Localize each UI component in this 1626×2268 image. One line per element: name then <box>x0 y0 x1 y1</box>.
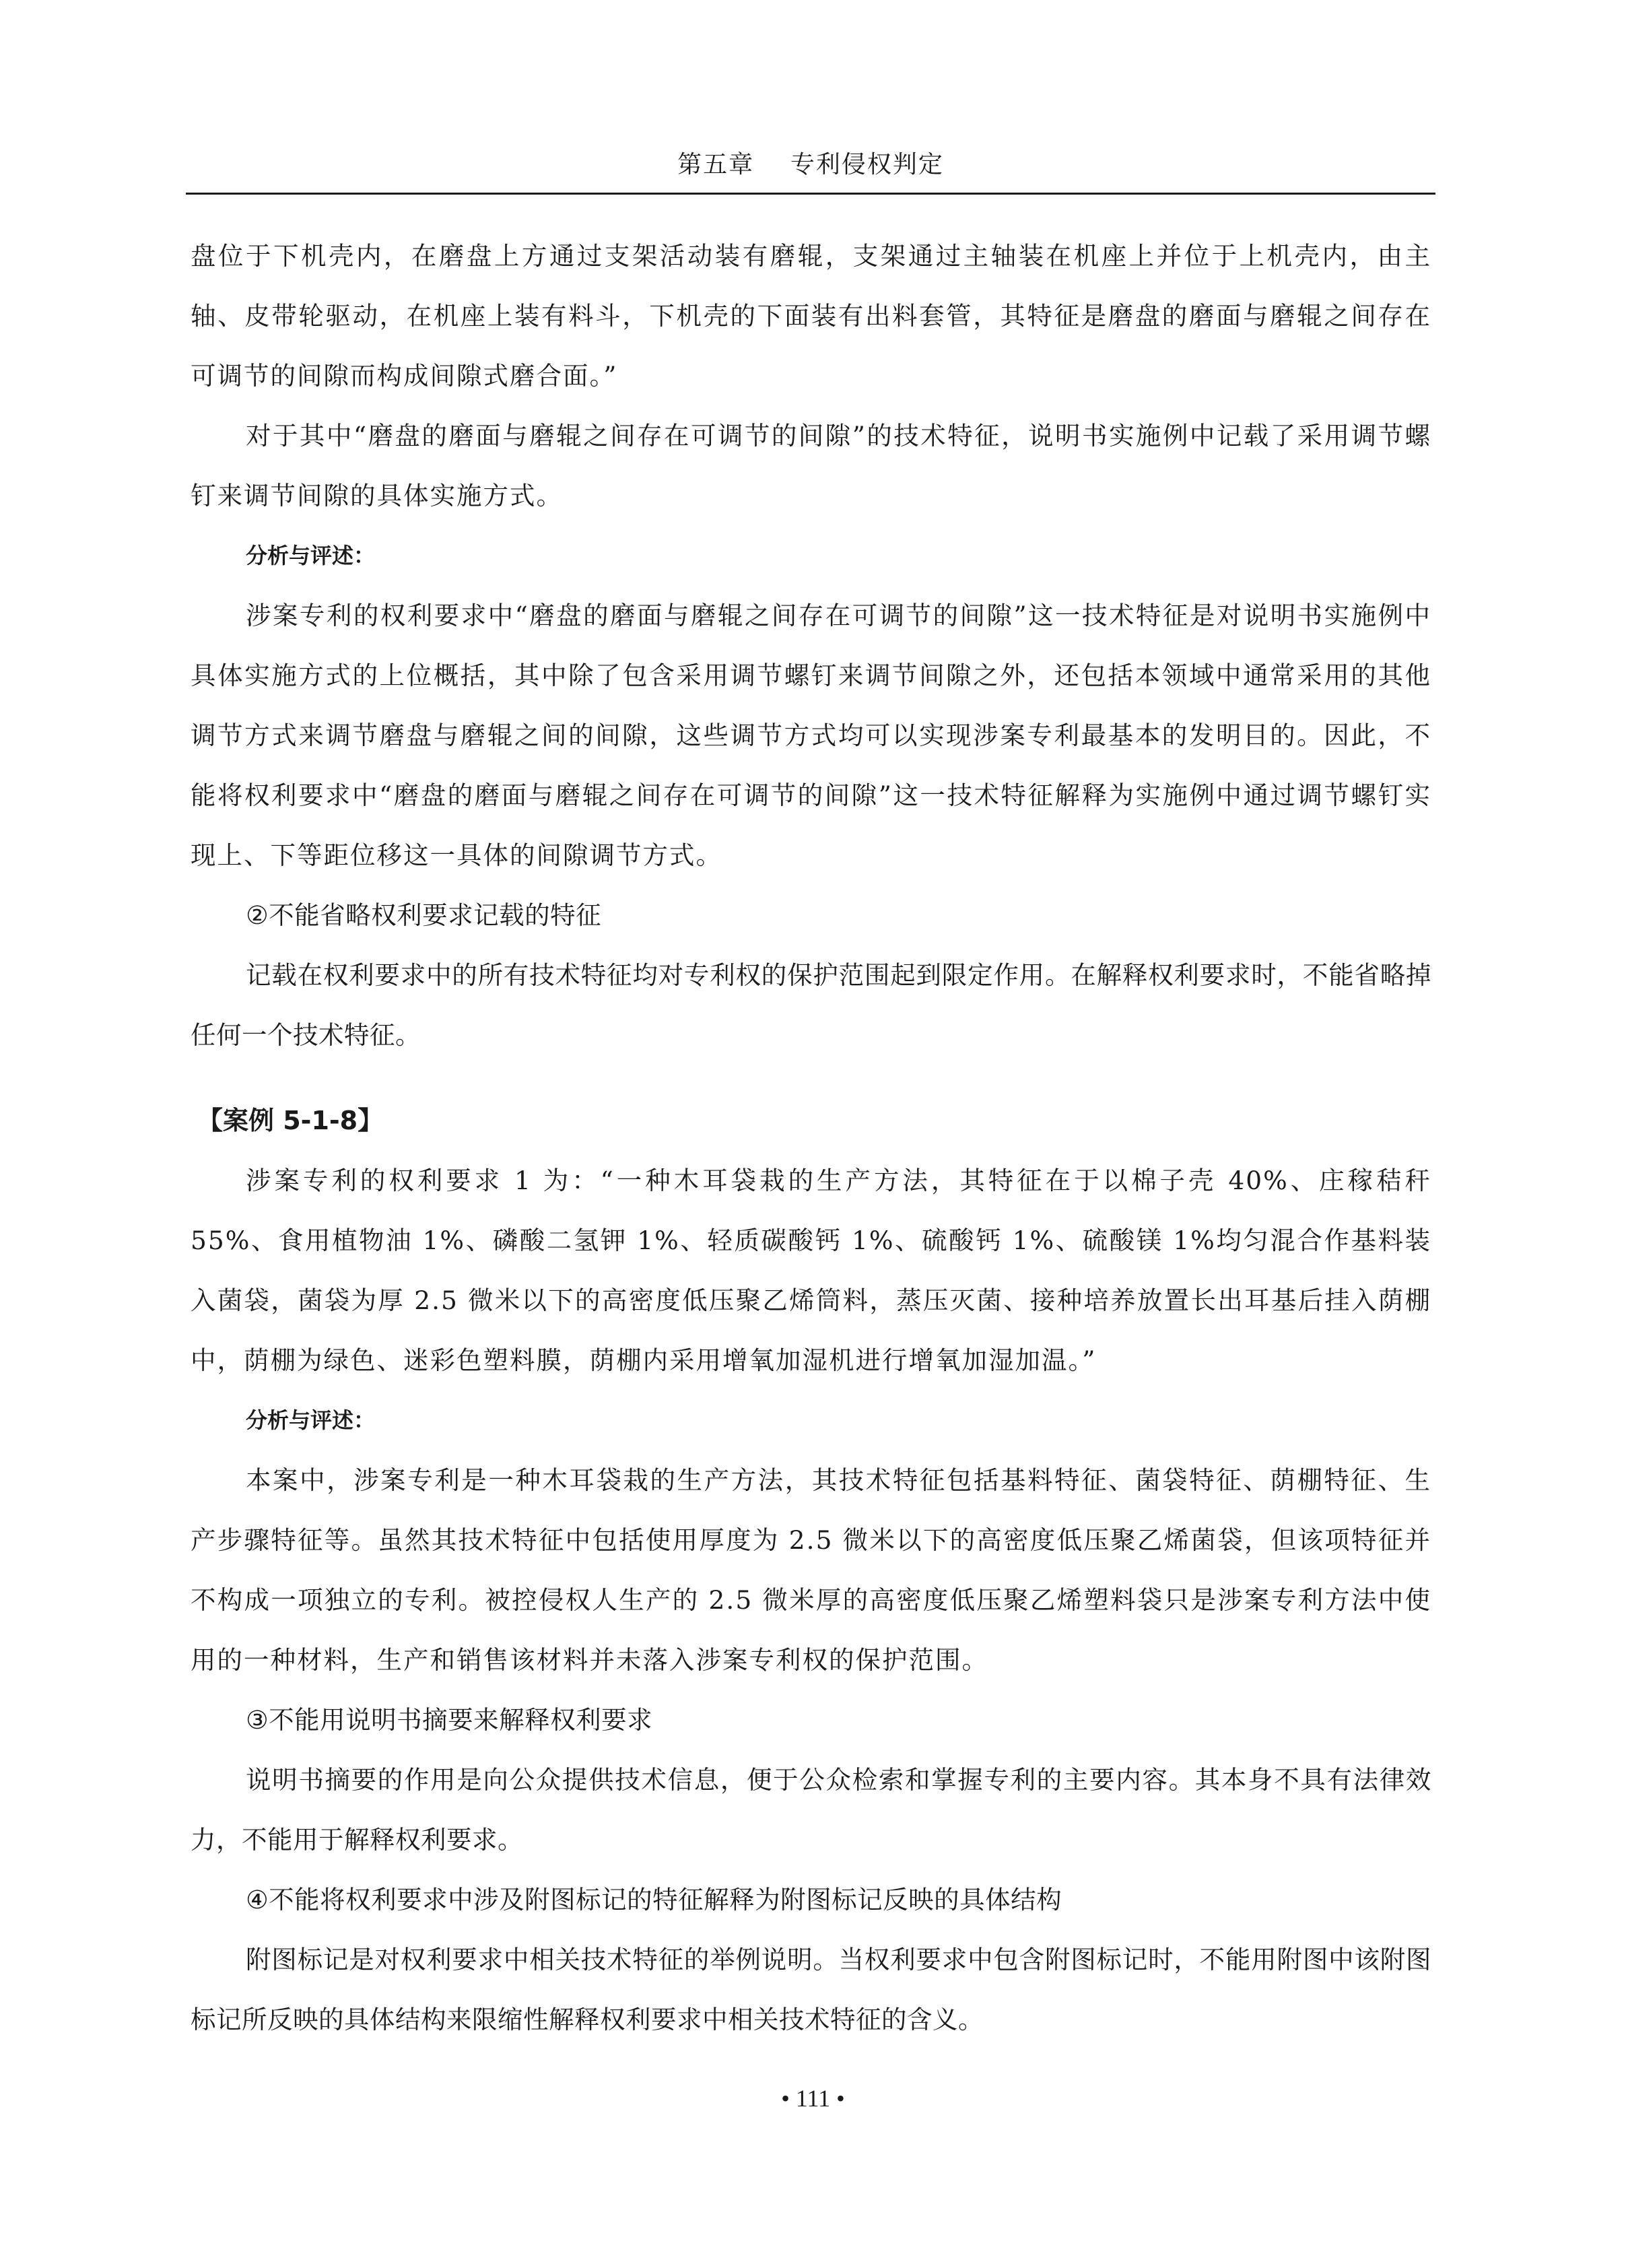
paragraph-claim-continuation: 盘位于下机壳内，在磨盘上方通过支架活动装有磨辊，支架通过主轴装在机座上并位于上机壳内，由主轴、皮带轮驱动，在机座上装有料斗，下机壳的下面装有出料套管，其特征是磨盘的磨面与磨辊之间存在可调节的间隙而构成间隙式磨合面。” <box>191 241 1431 391</box>
page-body <box>191 226 1431 2050</box>
rule-heading-2: ②不能省略权利要求记载的特征 <box>246 900 602 930</box>
running-header <box>186 148 1435 195</box>
chapter-title: 专利侵权判定 <box>790 151 944 178</box>
paragraph-case-claim: 涉案专利的权利要求 1 为：“一种木耳袋栽的生产方法，其特征在于以棉子壳 40%、庄稼秸秆 55%、食用植物油 1%、磷酸二氢钾 1%、轻质碳酸钙 1%、硫酸钙 1%、硫酸镁 1%均匀混合作基料装入菌袋，菌袋为厚 2.5 微米以下的高密度低压聚乙烯筒料，蒸压灭菌、接种培养放置长出耳基后挂入荫棚中，荫棚为绿色、迷彩色塑料膜，荫棚内采用增氧加湿机进行增氧加湿加温。” <box>191 1166 1431 1375</box>
paragraph-analysis-2: 本案中，涉案专利是一种木耳袋栽的生产方法，其技术特征包括基料特征、菌袋特征、荫棚特征、生产步骤特征等。虽然其技术特征中包括使用厚度为 2.5 微米以下的高密度低压聚乙烯菌袋，但该项特征并不构成一项独立的专利。被控侵权人生产的 2.5 微米厚的高密度低压聚乙烯塑料袋只是涉案专利方法中使用的一种材料，生产和销售该材料并未落入涉案专利权的保护范围。 <box>191 1465 1431 1675</box>
paragraph-rule-4: 附图标记是对权利要求中相关技术特征的举例说明。当权利要求中包含附图标记时，不能用附图中该附图标记所反映的具体结构来限缩性解释权利要求中相关技术特征的含义。 <box>191 1945 1431 2034</box>
analysis-heading: 分析与评述： <box>246 543 376 568</box>
paragraph-embodiment-note: 对于其中“磨盘的磨面与磨辊之间存在可调节的间隙”的技术特征，说明书实施例中记载了采用调节螺钉来调节间隙的具体实施方式。 <box>191 421 1431 510</box>
analysis-heading: 分析与评述： <box>246 1407 376 1433</box>
paragraph-analysis-1: 涉案专利的权利要求中“磨盘的磨面与磨辊之间存在可调节的间隙”这一技术特征是对说明书实施例中具体实施方式的上位概括，其中除了包含采用调节螺钉来调节间隙之外，还包括本领域中通常采用的其他调节方式来调节磨盘与磨辊之间的间隙，这些调节方式均可以实现涉案专利最基本的发明目的。因此，不能将权利要求中“磨盘的磨面与磨辊之间存在可调节的间隙”这一技术特征解释为实施例中通过调节螺钉实现上、下等距位移这一具体的间隙调节方式。 <box>191 601 1431 870</box>
page-number: • 111 • <box>781 2085 845 2112</box>
chapter-label: 第五章 <box>677 151 755 178</box>
paragraph-rule-3: 说明书摘要的作用是向公众提供技术信息，便于公众检索和掌握专利的主要内容。其本身不具有法律效力，不能用于解释权利要求。 <box>191 1765 1431 1855</box>
rule-heading-3: ③不能用说明书摘要来解释权利要求 <box>246 1705 653 1735</box>
rule-heading-4: ④不能将权利要求中涉及附图标记的特征解释为附图标记反映的具体结构 <box>246 1885 1062 1914</box>
case-heading: 【案例 5-1-8】 <box>197 1106 384 1135</box>
paragraph-rule-2: 记载在权利要求中的所有技术特征均对专利权的保护范围起到限定作用。在解释权利要求时，不能省略掉任何一个技术特征。 <box>191 960 1431 1050</box>
